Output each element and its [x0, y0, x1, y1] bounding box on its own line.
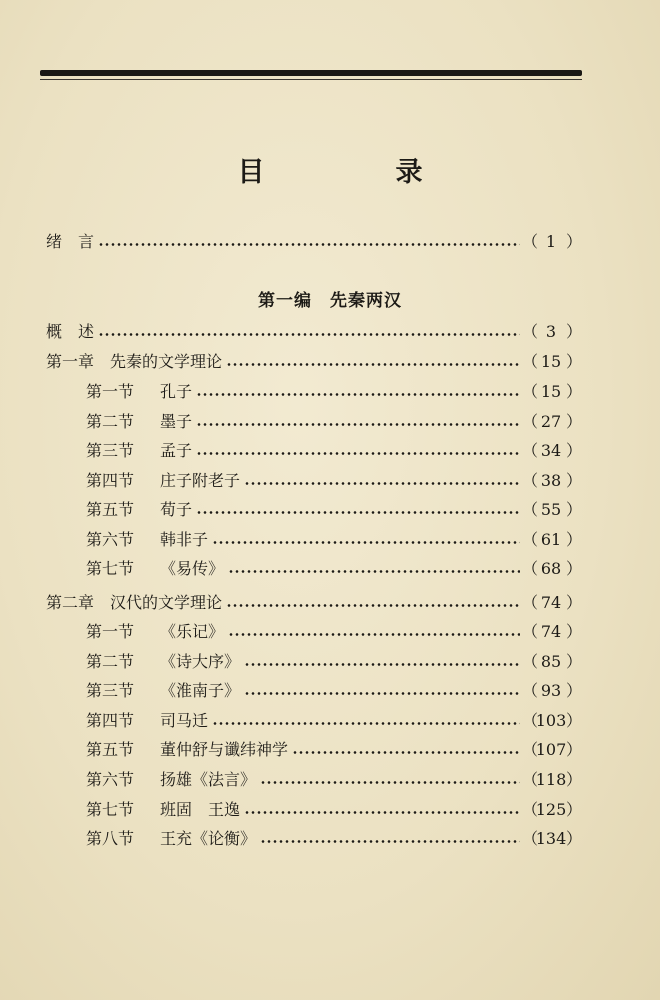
- toc-section-entry[interactable]: [0, 527, 660, 553]
- section-number: 第二节: [86, 651, 135, 671]
- bracket-close: ）: [565, 382, 582, 401]
- section-title: 班固 王逸: [160, 799, 241, 819]
- toc-section-entry[interactable]: [0, 556, 660, 582]
- dot-leader: [196, 452, 520, 455]
- dot-leader: [244, 692, 520, 695]
- section-title: 扬雄《法言》: [160, 770, 257, 789]
- section-number: 第一节: [86, 622, 135, 641]
- toc-section-entry[interactable]: [0, 409, 660, 435]
- dot-leader: [260, 781, 520, 784]
- toc-section-entry[interactable]: [0, 797, 660, 823]
- bracket-open: （: [522, 651, 539, 671]
- bracket-close: ）: [565, 622, 582, 641]
- toc-entry-overview[interactable]: [0, 319, 660, 345]
- dot-leader: [212, 541, 520, 544]
- section-number: 第五节: [86, 500, 135, 519]
- bracket-close: ）: [565, 352, 582, 371]
- section-title: 韩非子: [160, 529, 209, 549]
- bracket-open: （: [522, 470, 539, 490]
- section-number: 第五节: [86, 740, 135, 760]
- page-number-value: 74: [540, 622, 562, 641]
- toc-entry-chapter-1[interactable]: [0, 349, 660, 375]
- dot-leader: [196, 511, 520, 514]
- bracket-close: ）: [565, 529, 582, 549]
- bracket-open: （: [522, 829, 539, 849]
- section-number: 第四节: [86, 470, 135, 490]
- section-number: 第六节: [86, 770, 135, 789]
- toc-section-entry[interactable]: [0, 737, 660, 763]
- bracket-close: ）: [565, 593, 582, 612]
- page-number-value: 1: [545, 232, 557, 251]
- dot-leader: [228, 570, 520, 573]
- toc-section-entry[interactable]: [0, 379, 660, 405]
- page-number-value: 15: [540, 352, 562, 371]
- toc-entry-chapter-2[interactable]: [0, 590, 660, 616]
- dot-leader: [244, 811, 520, 814]
- page-number-value: 68: [540, 559, 562, 578]
- dot-leader: [98, 333, 520, 336]
- bracket-close: ）: [565, 651, 582, 671]
- section-title: 荀子: [160, 500, 193, 519]
- section-title: 王充《论衡》: [160, 829, 257, 849]
- section-title: 孔子: [160, 382, 193, 401]
- bracket-close: ）: [565, 681, 582, 701]
- page-number-value: 118: [535, 770, 567, 789]
- bracket-open: （: [522, 799, 539, 819]
- bracket-open: （: [522, 622, 539, 641]
- bracket-open: （: [522, 441, 539, 460]
- bracket-open: （: [522, 770, 539, 789]
- page-number-value: 134: [535, 829, 567, 849]
- section-number: 第七节: [86, 799, 135, 819]
- dot-leader: [226, 363, 520, 366]
- bracket-open: （: [522, 710, 539, 730]
- toc-section-entry[interactable]: [0, 468, 660, 494]
- section-number: 第三节: [86, 681, 135, 701]
- bracket-close: ）: [565, 740, 582, 760]
- page-number-value: 34: [540, 441, 562, 460]
- section-title: 《乐记》: [160, 622, 225, 641]
- page-number-value: 38: [540, 470, 562, 490]
- toc-entry-preface[interactable]: [0, 229, 660, 255]
- section-number: 第七节: [86, 559, 135, 578]
- page-number-value: 55: [540, 500, 562, 519]
- dot-leader: [98, 243, 520, 246]
- toc-section-entry[interactable]: [0, 708, 660, 734]
- header-rule: [40, 70, 582, 76]
- bracket-close: ）: [565, 710, 582, 730]
- bracket-close: ）: [565, 500, 582, 519]
- section-title: 庄子附老子: [160, 470, 241, 490]
- dot-leader: [244, 482, 520, 485]
- dot-leader: [292, 751, 520, 754]
- entry-title: 第一章 先秦的文学理论: [46, 352, 223, 371]
- bracket-close: ）: [565, 232, 582, 251]
- bracket-open: （: [522, 411, 539, 431]
- bracket-open: （: [522, 593, 539, 612]
- page-number-value: 93: [540, 681, 562, 701]
- section-title: 司马迁: [160, 710, 209, 730]
- entry-title: 第二章 汉代的文学理论: [46, 593, 223, 612]
- page-number-value: 85: [540, 651, 562, 671]
- page-number-value: 61: [540, 529, 562, 549]
- section-title: 《淮南子》: [160, 681, 241, 701]
- entry-title: 绪 言: [46, 232, 95, 251]
- dot-leader: [226, 604, 520, 607]
- entry-title: 概 述: [46, 322, 95, 341]
- dot-leader: [228, 633, 520, 636]
- page-number-value: 103: [535, 710, 567, 730]
- bracket-open: （: [522, 232, 539, 251]
- bracket-open: （: [522, 740, 539, 760]
- toc-section-entry[interactable]: [0, 826, 660, 852]
- bracket-close: ）: [565, 411, 582, 431]
- section-number: 第六节: [86, 529, 135, 549]
- page-number-value: 15: [540, 382, 562, 401]
- toc-section-entry[interactable]: [0, 497, 660, 523]
- page-number-value: 27: [540, 411, 562, 431]
- bracket-close: ）: [565, 470, 582, 490]
- page-number-value: 107: [535, 740, 567, 760]
- section-title: 董仲舒与谶纬神学: [160, 740, 289, 760]
- toc-section-entry[interactable]: [0, 678, 660, 704]
- section-title: 墨子: [160, 411, 193, 431]
- section-number: 第四节: [86, 710, 135, 730]
- dot-leader: [260, 840, 520, 843]
- dot-leader: [196, 423, 520, 426]
- bracket-open: （: [522, 382, 539, 401]
- page-number-value: 3: [545, 322, 557, 341]
- toc-section-entry[interactable]: [0, 649, 660, 675]
- bracket-close: ）: [565, 322, 582, 341]
- bracket-open: （: [522, 322, 539, 341]
- bracket-close: ）: [565, 559, 582, 578]
- section-number: 第一节: [86, 382, 135, 401]
- bracket-open: （: [522, 500, 539, 519]
- bracket-close: ）: [565, 799, 582, 819]
- dot-leader: [196, 393, 520, 396]
- bracket-open: （: [522, 352, 539, 371]
- toc-section-entry[interactable]: [0, 767, 660, 793]
- section-title: 孟子: [160, 441, 193, 460]
- section-title: 《易传》: [160, 559, 225, 578]
- dot-leader: [212, 722, 520, 725]
- page-title: 目 录: [237, 157, 475, 188]
- section-number: 第三节: [86, 441, 135, 460]
- bracket-close: ）: [565, 770, 582, 789]
- section-number: 第八节: [86, 829, 135, 849]
- dot-leader: [244, 663, 520, 666]
- page-number-value: 74: [540, 593, 562, 612]
- toc-section-entry[interactable]: [0, 619, 660, 645]
- page-number-value: 125: [535, 799, 567, 819]
- bracket-close: ）: [565, 441, 582, 460]
- bracket-open: （: [522, 559, 539, 578]
- bracket-open: （: [522, 529, 539, 549]
- bracket-open: （: [522, 681, 539, 701]
- section-number: 第二节: [86, 411, 135, 431]
- bracket-close: ）: [565, 829, 582, 849]
- toc-section-entry[interactable]: [0, 438, 660, 464]
- part-heading: 第一编 先秦两汉: [258, 291, 402, 311]
- section-title: 《诗大序》: [160, 651, 241, 671]
